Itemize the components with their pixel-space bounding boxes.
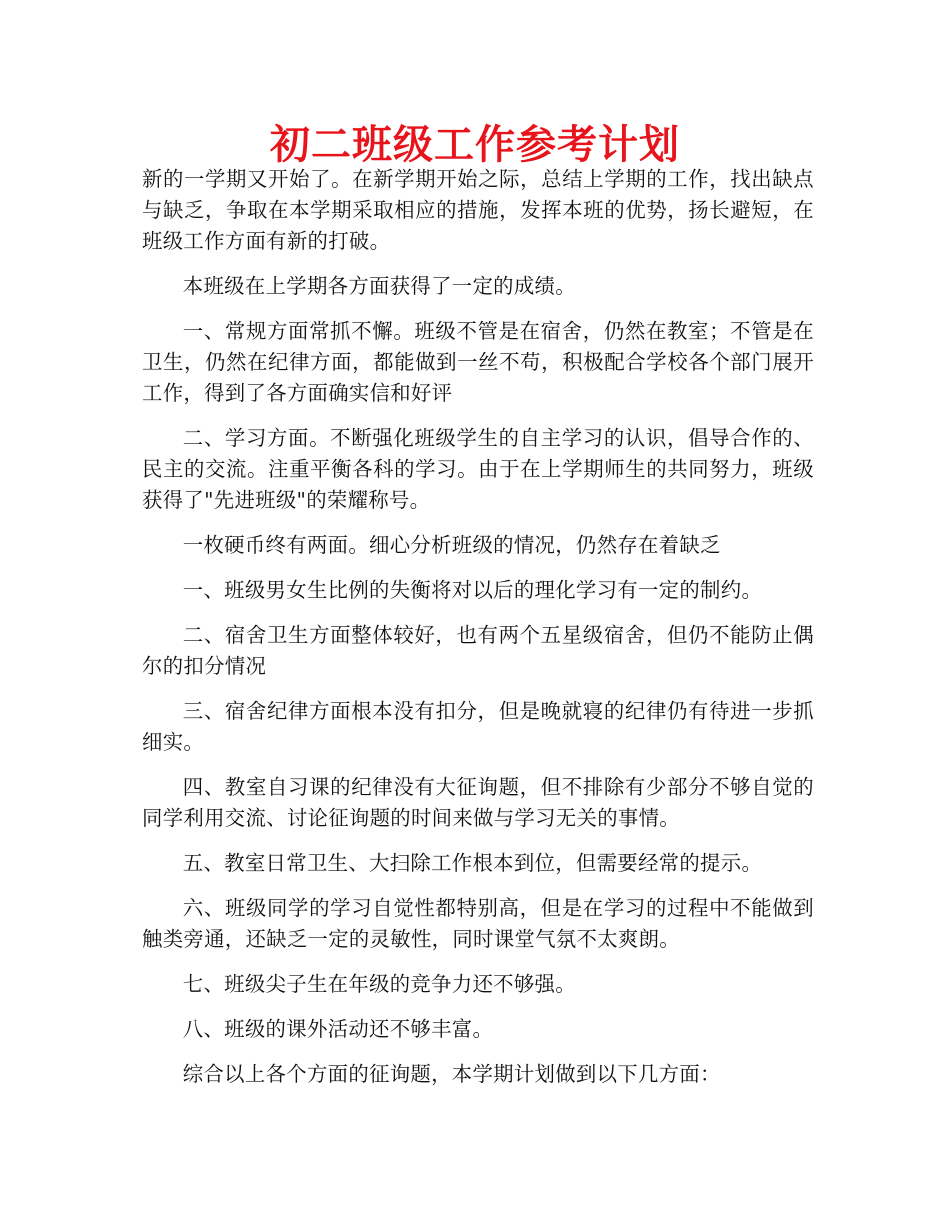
- paragraph-shortcomings-intro: 一枚硬币终有两面。细心分析班级的情况，仍然存在着缺乏: [182, 533, 721, 557]
- paragraph-intro: 新的一学期又开始了。在新学期开始之际，总结上学期的工作，找出缺点与缺乏，争取在本学期采取相应的措施，发挥本班的优势，扬长避短，在班级工作方面有新的打破。: [142, 167, 814, 253]
- paragraph-item-7: 七、班级尖子生在年级的竞争力还不够强。: [182, 972, 576, 996]
- document-body: [142, 164, 814, 1104]
- paragraph-item-6: 六、班级同学的学习自觉性都特别高，但是在学习的过程中不能做到触类旁通，还缺乏一定的灵敏性，同时课堂气氛不太爽朗。: [142, 896, 814, 951]
- paragraph-item-8: 八、班级的课外活动还不够丰富。: [182, 1017, 494, 1041]
- document-title: 初二班级工作参考计划: [270, 122, 680, 168]
- paragraph-routine: 一、常规方面常抓不懈。班级不管是在宿舍，仍然在教室；不管是在卫生，仍然在纪律方面，都能做到一丝不苟，积极配合学校各个部门展开工作，得到了各方面确实信和好评: [142, 319, 814, 405]
- paragraph-study: 二、学习方面。不断强化班级学生的自主学习的认识，倡导合作的、民主的交流。注重平衡各科的学习。由于在上学期师生的共同努力，班级获得了"先进班级"的荣耀称号。: [142, 426, 814, 512]
- paragraph-item-3: 三、宿舍纪律方面根本没有扣分，但是晚就寝的纪律仍有待进一步抓细实。: [142, 699, 814, 754]
- paragraph-item-1: 一、班级男女生比例的失衡将对以后的理化学习有一定的制约。: [182, 578, 763, 602]
- paragraph-item-5: 五、教室日常卫生、大扫除工作根本到位，但需要经常的提示。: [182, 851, 763, 875]
- paragraph-item-4: 四、教室自习课的纪律没有大征询题，但不排除有少部分不够自觉的同学利用交流、讨论征询题的时间来做与学习无关的事情。: [142, 775, 814, 830]
- paragraph-plan-intro: 综合以上各个方面的征询题，本学期计划做到以下几方面：: [182, 1062, 721, 1086]
- paragraph-achievements: 本班级在上学期各方面获得了一定的成绩。: [182, 274, 576, 298]
- paragraph-item-2: 二、宿舍卫生方面整体较好，也有两个五星级宿舍，但仍不能防止偶尔的扣分情况: [142, 623, 814, 678]
